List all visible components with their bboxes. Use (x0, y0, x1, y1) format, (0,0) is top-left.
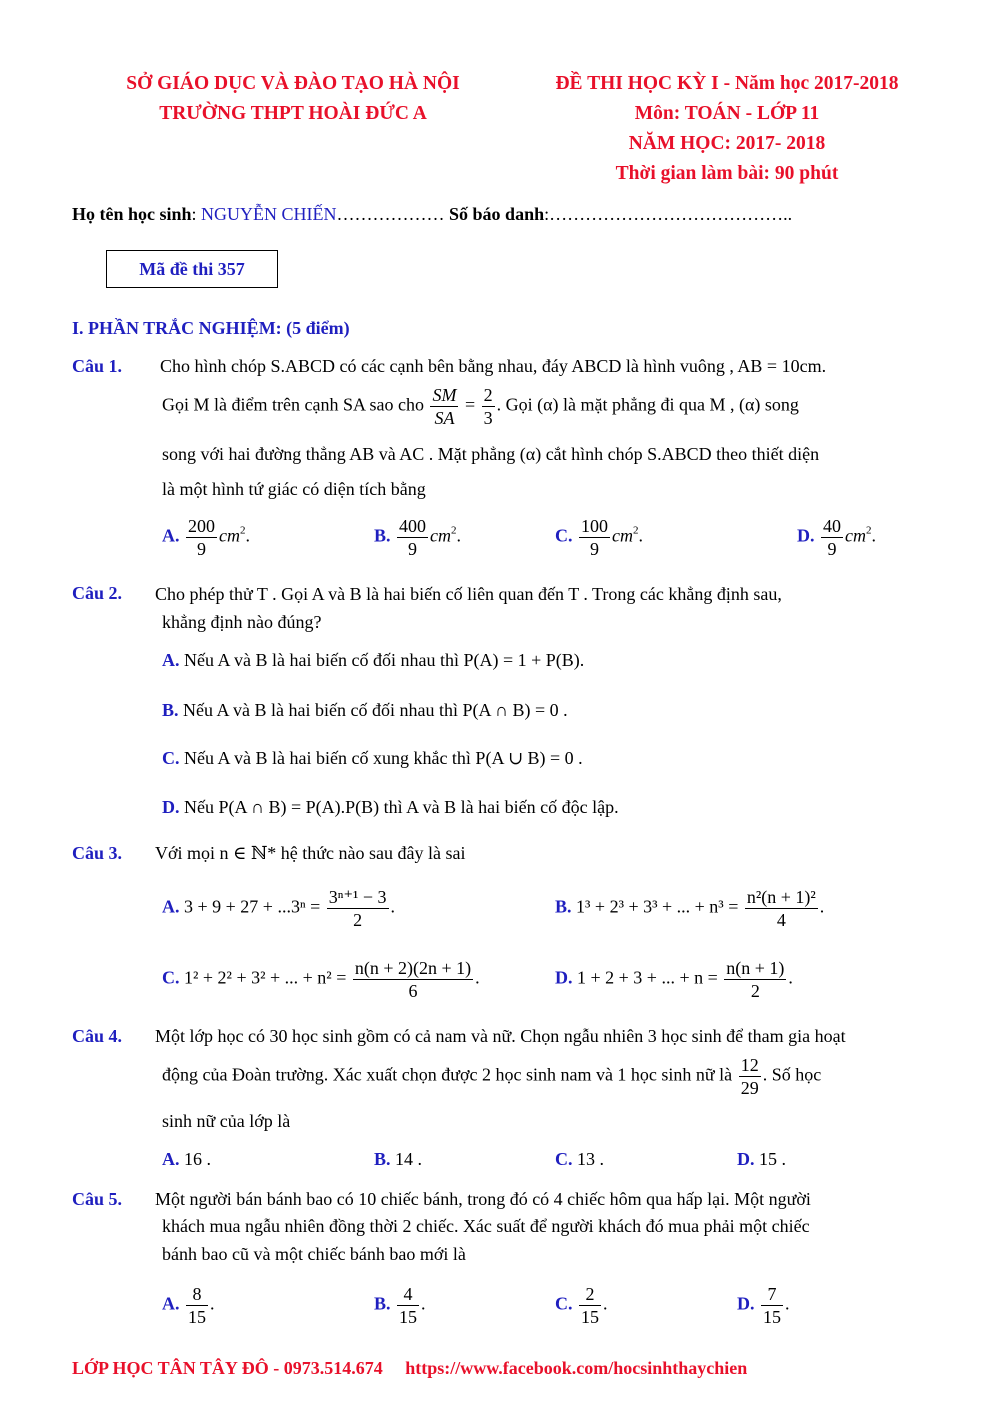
frac-num: 400 (399, 516, 427, 536)
q1-text-a: Gọi M là điểm trên cạnh SA sao cho (162, 394, 424, 415)
question-4-line1: Một lớp học có 30 học sinh gồm có cả nam và nữ. Chọn ngẫu nhiên 3 học sinh để tham gia hoạt (155, 1026, 846, 1046)
frac-den: 9 (408, 539, 418, 559)
frac-num: n(n + 1) (726, 958, 785, 978)
q1-option-c[interactable] (555, 515, 643, 560)
exam-duration: Thời gian làm bài: 90 phút (615, 163, 839, 184)
frac-den: 9 (197, 539, 206, 559)
q1-option-d[interactable] (797, 515, 876, 560)
period: . (785, 1293, 790, 1314)
frac-num: 200 (188, 516, 215, 536)
frac-num: 4 (397, 1283, 419, 1306)
q4-option-a[interactable] (162, 1149, 211, 1170)
exponent: 2 (451, 524, 457, 537)
exponent: 2 (240, 524, 246, 537)
question-2-line1: Cho phép thử T . Gọi A và B là hai biến cố liên quan đến T . Trong các khẳng định sau, (155, 584, 782, 604)
option-letter: C. (555, 525, 573, 546)
period: . (603, 1293, 608, 1314)
period: . (788, 967, 793, 988)
question-5-line1: Một người bán bánh bao có 10 chiếc bánh, trong đó có 4 chiếc hôm qua hấp lại. Một người (155, 1189, 811, 1209)
exponent: 2 (633, 524, 639, 537)
q3-option-c[interactable] (162, 957, 480, 1002)
exponent: 2 (866, 524, 872, 537)
frac-den: 6 (408, 981, 418, 1001)
option-lhs: 3 + 9 + 27 + ...3ⁿ = (184, 896, 321, 917)
exam-year: NĂM HỌC: 2017- 2018 (628, 133, 826, 154)
period: . (819, 896, 825, 917)
sbd-dots: :………………………………….. (544, 204, 793, 224)
frac-num: 7 (761, 1283, 783, 1306)
q4-option-b[interactable] (374, 1149, 422, 1170)
q1-option-a[interactable] (162, 515, 250, 560)
sbd-label: Số báo danh (449, 204, 545, 224)
frac-num: SM (432, 385, 457, 405)
exam-code-box: Mã đề thi 357 (106, 250, 278, 288)
option-lhs: 1³ + 2³ + 3³ + ... + n³ = (576, 896, 739, 917)
period: . (390, 896, 395, 917)
option-letter: B. (374, 1149, 391, 1169)
q3-option-d[interactable] (555, 957, 793, 1002)
page-footer (72, 1358, 747, 1379)
q5-option-c[interactable] (555, 1283, 608, 1328)
frac-den: 15 (399, 1307, 418, 1327)
q5-option-d[interactable] (737, 1283, 790, 1328)
q4-fraction (739, 1054, 761, 1099)
frac-den: 15 (763, 1307, 781, 1327)
frac-num: n(n + 2)(2n + 1) (354, 958, 472, 978)
option-text: Nếu A và B là hai biến cố xung khắc thì P(A ∪ B) = 0 . (184, 748, 583, 768)
q2-option-c[interactable] (162, 748, 583, 769)
section-title: I. PHẦN TRẮC NGHIỆM: (5 điểm) (72, 318, 350, 338)
q5-option-b[interactable] (374, 1283, 426, 1328)
frac-den: SA (434, 408, 455, 428)
period: . (638, 525, 643, 546)
school-name: TRƯỜNG THPT HOÀI ĐỨC A (159, 103, 427, 124)
option-letter: C. (162, 748, 180, 768)
option-lhs: 1 + 2 + 3 + ... + n = (577, 967, 718, 988)
q4-text-b: . Số học (762, 1064, 822, 1085)
option-letter: D. (162, 797, 180, 817)
option-fraction (724, 957, 786, 1002)
q4-text-a: động của Đoàn trường. Xác xuất chọn được 2 học sinh nam và 1 học sinh nữ là (162, 1064, 733, 1085)
option-letter: C. (162, 967, 180, 988)
option-letter: C. (555, 1293, 573, 1314)
option-letter: D. (555, 967, 573, 988)
period: . (245, 525, 250, 546)
frac-den: 29 (740, 1078, 759, 1098)
frac-den: 3 (483, 408, 493, 428)
frac-den: 4 (776, 910, 786, 930)
question-1-line2 (162, 384, 799, 429)
option-letter: B. (374, 1293, 391, 1314)
period: . (421, 1293, 426, 1314)
frac-den: 9 (590, 539, 599, 559)
option-letter: A. (162, 1149, 180, 1169)
period: . (210, 1293, 215, 1314)
period: . (456, 525, 462, 546)
option-letter: A. (162, 525, 180, 546)
option-letter: D. (737, 1293, 755, 1314)
question-1-line4: là một hình tứ giác có diện tích bằng (162, 479, 426, 499)
option-letter: B. (374, 525, 391, 546)
option-fraction (579, 1283, 601, 1328)
footer-class-name: LỚP HỌC TÂN TÂY ĐÔ - 0973.514.674 (72, 1358, 383, 1378)
period: . (475, 967, 480, 988)
option-text: Nếu A và B là hai biến cố đối nhau thì P(A ∩ B) = 0 . (183, 700, 568, 720)
question-1-label: Câu 1. (72, 356, 123, 376)
frac-num: 12 (740, 1055, 759, 1075)
option-fraction (186, 515, 217, 560)
option-letter: A. (162, 650, 180, 670)
equals-sign: = (464, 394, 476, 415)
question-2-line2: khẳng định nào đúng? (162, 612, 322, 632)
q1-fraction-2-3 (482, 384, 495, 429)
student-name-label: Họ tên học sinh (72, 204, 192, 224)
unit: cm (430, 525, 452, 546)
q4-option-c[interactable] (555, 1149, 604, 1170)
option-letter: A. (162, 896, 180, 917)
option-lhs: 1² + 2² + 3² + ... + n² = (184, 967, 347, 988)
q3-option-b[interactable] (555, 886, 824, 931)
question-4-line3: sinh nữ của lớp là (162, 1111, 291, 1131)
option-fraction (397, 515, 428, 560)
question-3-line1: Với mọi n ∈ ℕ* hệ thức nào sau đây là sai (155, 843, 466, 863)
option-letter: B. (162, 700, 179, 720)
unit: cm (845, 525, 866, 546)
option-fraction (186, 1283, 208, 1328)
exam-title: ĐỀ THI HỌC KỲ I - Năm học 2017-2018 (555, 73, 899, 94)
school-department: SỞ GIÁO DỤC VÀ ĐÀO TẠO HÀ NỘI (126, 73, 460, 94)
footer-facebook-link[interactable]: https://www.facebook.com/hocsinhthaychien (405, 1358, 748, 1378)
frac-num: 100 (581, 516, 608, 536)
option-letter: B. (555, 896, 572, 917)
frac-num: 2 (579, 1283, 601, 1306)
q4-option-d[interactable] (737, 1149, 786, 1170)
name-dots: ……………… (336, 204, 445, 224)
frac-num: 2 (483, 385, 493, 405)
q1-fraction-sm-sa (430, 384, 458, 429)
unit: cm (219, 525, 240, 546)
option-letter: A. (162, 1293, 180, 1314)
option-fraction (397, 1283, 419, 1328)
question-5-line3: bánh bao cũ và một chiếc bánh bao mới là (162, 1244, 466, 1264)
q2-option-a[interactable] (162, 650, 584, 671)
frac-den: 15 (188, 1307, 206, 1327)
question-1-line3: song với hai đường thẳng AB và AC . Mặt phẳng (α) cắt hình chóp S.ABCD theo thiết diện (162, 444, 820, 464)
q1-option-b[interactable] (374, 515, 461, 560)
option-letter: C. (555, 1149, 573, 1169)
q5-option-a[interactable] (162, 1283, 215, 1328)
frac-num: 8 (186, 1283, 208, 1306)
option-letter: D. (797, 525, 815, 546)
exam-subject: Môn: TOÁN - LỚP 11 (634, 103, 820, 124)
frac-den: 2 (353, 910, 363, 930)
option-fraction (353, 957, 473, 1002)
question-4-line2 (162, 1054, 821, 1099)
option-text: 16 . (184, 1149, 211, 1169)
frac-den: 9 (827, 539, 837, 559)
student-info-line (72, 201, 792, 227)
option-text: Nếu P(A ∩ B) = P(A).P(B) thì A và B là hai biến cố độc lập. (184, 797, 619, 817)
q2-option-d[interactable] (162, 797, 619, 818)
question-1-line1: Cho hình chóp S.ABCD có các cạnh bên bằng nhau, đáy ABCD là hình vuông , AB = 10cm. (160, 356, 827, 376)
option-fraction (745, 886, 818, 931)
option-text: Nếu A và B là hai biến cố đối nhau thì P(A) = 1 + P(B). (184, 650, 585, 670)
question-2-label: Câu 2. (72, 583, 123, 603)
frac-num: 3ⁿ⁺¹ − 3 (328, 887, 387, 907)
q1-text-b: . Gọi (α) là mặt phẳng đi qua M , (α) song (496, 394, 799, 415)
q3-option-a[interactable] (162, 886, 395, 931)
option-fraction (761, 1283, 783, 1328)
unit: cm (612, 525, 633, 546)
question-5-label: Câu 5. (72, 1189, 123, 1209)
colon: : (191, 204, 202, 224)
option-letter: D. (737, 1149, 755, 1169)
question-3-label: Câu 3. (72, 843, 123, 863)
option-fraction (821, 515, 843, 560)
question-5-line2: khách mua ngẫu nhiên đồng thời 2 chiếc. Xác suất để người khách đó mua phải một chiếc (162, 1216, 810, 1236)
option-text: 15 . (759, 1149, 786, 1169)
option-text: 13 . (577, 1149, 604, 1169)
student-name-value: NGUYỄN CHIẾN (201, 204, 337, 224)
option-text: 14 . (395, 1149, 423, 1169)
frac-den: 15 (581, 1307, 599, 1327)
frac-num: n²(n + 1)² (746, 887, 816, 907)
frac-num: 40 (823, 516, 841, 536)
frac-den: 2 (750, 981, 760, 1001)
question-4-label: Câu 4. (72, 1026, 123, 1046)
option-fraction (579, 515, 610, 560)
q2-option-b[interactable] (162, 700, 568, 721)
option-fraction (327, 886, 389, 931)
period: . (871, 525, 876, 546)
